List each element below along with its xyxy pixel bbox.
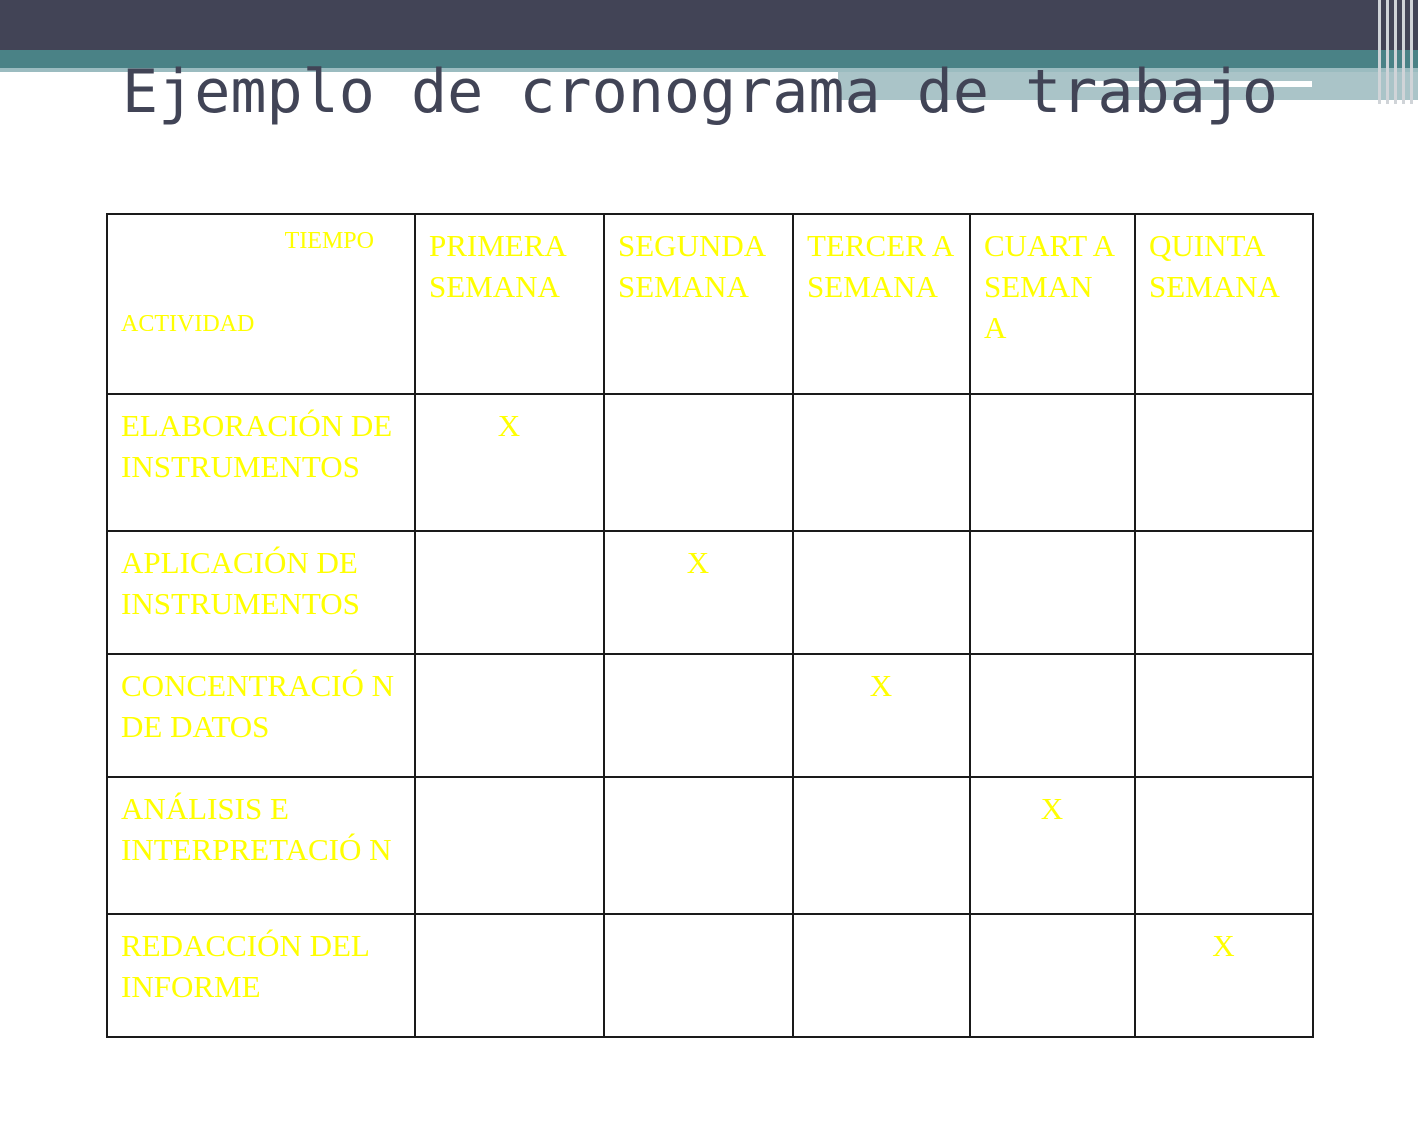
activity-cell: CONCENTRACIÓ N DE DATOS (107, 654, 415, 777)
empty-cell (970, 394, 1135, 531)
empty-cell (793, 531, 970, 654)
header-vertical-lines (1376, 0, 1418, 104)
table-row (107, 914, 1313, 1037)
empty-cell (1135, 654, 1313, 777)
empty-cell (793, 777, 970, 914)
schedule-mark: X (604, 531, 793, 654)
empty-cell (415, 777, 604, 914)
empty-cell (604, 777, 793, 914)
header-band-dark (0, 0, 1418, 50)
empty-cell (970, 654, 1135, 777)
corner-cell (107, 214, 415, 394)
table-row (107, 394, 1313, 531)
empty-cell (970, 914, 1135, 1037)
schedule-mark: X (793, 654, 970, 777)
empty-cell (793, 394, 970, 531)
week-header-5: QUINTA SEMANA (1135, 214, 1313, 394)
empty-cell (970, 531, 1135, 654)
activity-cell: APLICACIÓN DE INSTRUMENTOS (107, 531, 415, 654)
week-header-2: SEGUNDA SEMANA (604, 214, 793, 394)
schedule-mark: X (970, 777, 1135, 914)
week-header-3: TERCER A SEMANA (793, 214, 970, 394)
activity-cell: REDACCIÓN DEL INFORME (107, 914, 415, 1037)
table-row (107, 531, 1313, 654)
empty-cell (604, 394, 793, 531)
empty-cell (415, 531, 604, 654)
empty-cell (1135, 394, 1313, 531)
header-row (107, 214, 1313, 394)
empty-cell (604, 654, 793, 777)
empty-cell (1135, 531, 1313, 654)
week-header-4: CUART A SEMAN A (970, 214, 1135, 394)
empty-cell (793, 914, 970, 1037)
table-row (107, 654, 1313, 777)
empty-cell (604, 914, 793, 1037)
time-label: TIEMPO (284, 228, 374, 254)
empty-cell (415, 914, 604, 1037)
empty-cell (1135, 777, 1313, 914)
schedule-mark: X (1135, 914, 1313, 1037)
week-header-1: PRIMERA SEMANA (415, 214, 604, 394)
slide-title: Ejemplo de cronograma de trabajo (122, 57, 1278, 127)
activity-cell: ELABORACIÓN DE INSTRUMENTOS (107, 394, 415, 531)
activity-label: ACTIVIDAD (121, 311, 255, 337)
empty-cell (415, 654, 604, 777)
activity-cell: ANÁLISIS E INTERPRETACIÓ N (107, 777, 415, 914)
schedule-table (106, 213, 1314, 1038)
schedule-mark: X (415, 394, 604, 531)
table-row (107, 777, 1313, 914)
